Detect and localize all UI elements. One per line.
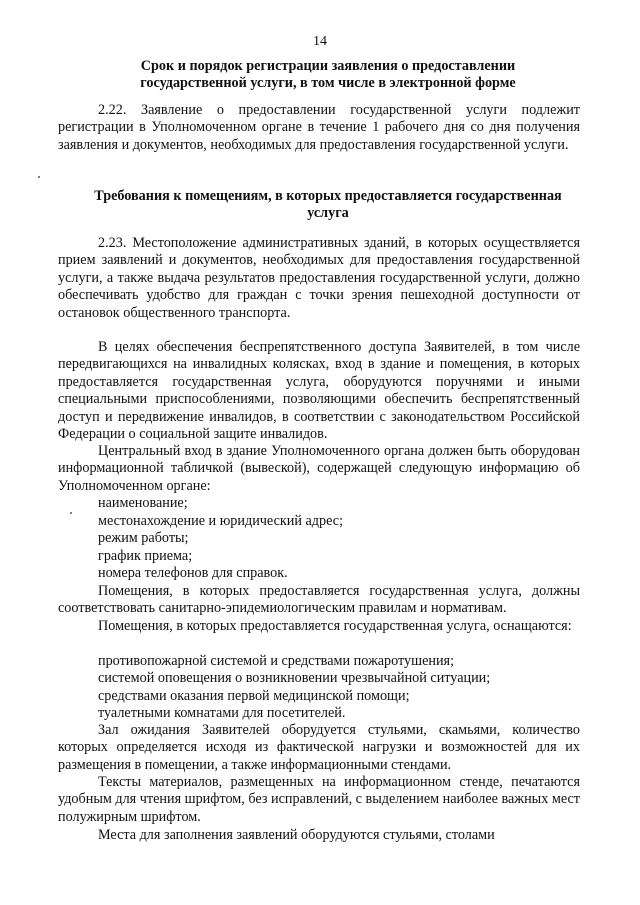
equipment-item-alert: системой оповещения о возникновении чрезвычайной ситуации; [98, 670, 491, 686]
paragraph-2-23: 2.23. Местоположение административных зданий, в которых осуществляется прием заявлений и документов, необходимых для предоставления государственной услуги, а также выдача результатов предоставления государственной услуги, должно обеспечивать удобство для граждан с точки зрения пешеходной доступности от остановок общественного транспорта. [58, 235, 580, 321]
paragraph-sanitary: Помещения, в которых предоставляется государственная услуга, должны соответствовать санитарно-эпидемиологическим правилам и нормативам. [58, 583, 580, 617]
section-heading-registration: Срок и порядок регистрации заявления о предоставлении государственной услуги, в том числе в электронной форме [140, 58, 516, 91]
sign-item-phones: номера телефонов для справок. [98, 565, 288, 581]
page-number: 14 [313, 34, 327, 49]
paragraph-entrance: Центральный вход в здание Уполномоченного органа должен быть оборудован информационной табличкой (вывеской), содержащей следующую информацию об Уполномоченном органе: [58, 443, 580, 494]
paragraph-waiting-room: Зал ожидания Заявителей оборудуется стульями, скамьями, количество которых определяется исходя из фактической нагрузки и возможностей для их размещения в помещении, а также информационными стендами. [58, 722, 580, 773]
scan-speck [70, 512, 72, 514]
equipment-item-first-aid: средствами оказания первой медицинской помощи; [98, 688, 410, 704]
paragraph-filling-places: Места для заполнения заявлений оборудуются стульями, столами [98, 827, 495, 843]
equipment-item-toilets: туалетными комнатами для посетителей. [98, 705, 346, 721]
section-heading-premises: Требования к помещениям, в которых предоставляется государственная услуга [94, 188, 562, 221]
paragraph-accessibility: В целях обеспечения беспрепятственного доступа Заявителей, в том числе передвигающихся на инвалидных колясках, вход в здание и помещения, в которых предоставляется государственная услуга, оборудуются поручнями и иными специальными приспособлениями, позволяющими обеспечить беспрепятственный доступ и передвижение инвалидов, в соответствии с законодательством Российской Федерации о социальной защите инвалидов. [58, 339, 580, 443]
sign-item-name: наименование; [98, 495, 188, 511]
sign-item-hours: режим работы; [98, 530, 189, 546]
paragraph-equipped: Помещения, в которых предоставляется государственная услуга, оснащаются: [98, 618, 572, 634]
paragraph-2-22: 2.22. Заявление о предоставлении государственной услуги подлежит регистрации в Уполномоченном органе в течение 1 рабочего дня со дня получения заявления и документов, необходимых для предоставления государственной услуги. [58, 102, 580, 153]
equipment-item-fire: противопожарной системой и средствами пожаротушения; [98, 653, 455, 669]
scan-speck [38, 176, 40, 178]
sign-item-schedule: график приема; [98, 548, 193, 564]
sign-item-address: местонахождение и юридический адрес; [98, 513, 344, 529]
paragraph-stand-texts: Тексты материалов, размещенных на информационном стенде, печатаются удобным для чтения шрифтом, без исправлений, с выделением наиболее важных мест полужирным шрифтом. [58, 774, 580, 825]
